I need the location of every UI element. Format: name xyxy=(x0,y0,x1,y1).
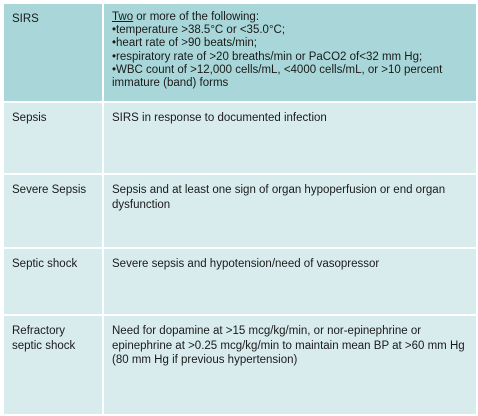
table-row-sirs xyxy=(3,3,477,102)
underlined-word: Two xyxy=(112,11,134,23)
definition-cell: Severe sepsis and hypotension/need of vasopressor xyxy=(103,248,477,315)
term-cell: Refractory septic shock xyxy=(3,315,103,415)
term-cell: Septic shock xyxy=(3,248,103,315)
definition-cell: Need for dopamine at >15 mcg/kg/min, or nor-epinephrine or epinephrine at >0.25 mcg/kg/min to maintain mean BP at >60 mm Hg (80 mm Hg if previous hypertension) xyxy=(103,315,477,415)
criteria-item: •heart rate of >90 beats/min; xyxy=(112,37,257,50)
criteria-item: •temperature >38.5°C or <35.0°C; xyxy=(112,24,286,37)
table-row-refractory-septic-shock xyxy=(3,315,477,415)
term-cell: Sepsis xyxy=(3,102,103,174)
definition-cell xyxy=(103,3,477,102)
table-row-septic-shock xyxy=(3,248,477,315)
table-row-severe-sepsis xyxy=(3,174,477,248)
definition-cell: Sepsis and at least one sign of organ hypoperfusion or end organ dysfunction xyxy=(103,174,477,248)
term-cell: Severe Sepsis xyxy=(3,174,103,248)
term-cell: SIRS xyxy=(3,3,103,102)
definition-intro xyxy=(112,11,468,24)
criteria-item: •WBC count of >12,000 cells/mL, <4000 cells/mL, or >10 percent immature (band) forms xyxy=(112,63,443,90)
sepsis-definitions-table xyxy=(2,2,478,416)
table-row-sepsis xyxy=(3,102,477,174)
definition-intro-text: or more of the following: xyxy=(133,11,260,23)
definition-cell: SIRS in response to documented infection xyxy=(103,102,477,174)
criteria-item: •respiratory rate of >20 breaths/min or PaCO2 of<32 mm Hg; xyxy=(112,50,423,63)
